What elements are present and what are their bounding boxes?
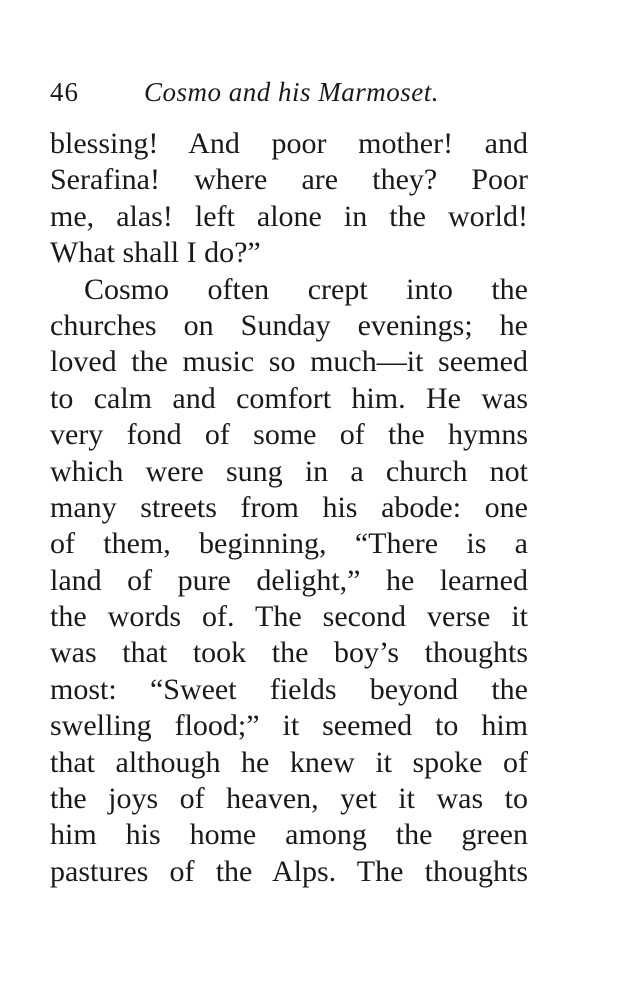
text-line: him his home among the green: [50, 818, 528, 852]
text-line: of them, beginning, “There is a: [50, 527, 528, 561]
text-line: blessing! And poor mother! and: [50, 127, 528, 160]
text-line: What shall I do?”: [50, 236, 261, 270]
text-line: was that took the boy’s thoughts: [50, 636, 528, 670]
page-number: 46: [50, 77, 79, 107]
running-title: Cosmo and his Marmoset.: [144, 77, 440, 107]
text-line: land of pure delight,” he learned: [50, 563, 528, 597]
body-text: [50, 126, 528, 890]
text-line: me, alas! left alone in the world!: [50, 199, 528, 233]
text-line: to calm and comfort him. He was: [50, 381, 528, 415]
page-header: [50, 74, 530, 110]
text-line: the words of. The second verse it: [50, 600, 528, 634]
text-line: loved the music so much—it seemed: [50, 345, 528, 379]
text-line: the joys of heaven, yet it was to: [50, 782, 528, 816]
text-line: churches on Sunday evenings; he: [50, 308, 528, 342]
text-line: very fond of some of the hymns: [50, 418, 528, 452]
text-line: that although he knew it spoke of: [50, 745, 528, 779]
text-line: most: “Sweet fields beyond the: [50, 672, 528, 706]
text-line: pastures of the Alps. The thoughts: [50, 854, 528, 888]
text-line: many streets from his abode: one: [50, 490, 528, 524]
text-line: which were sung in a church not: [50, 454, 528, 488]
text-line: Serafina! where are they? Poor: [50, 163, 528, 197]
text-line: swelling flood;” it seemed to him: [50, 709, 528, 743]
text-line: Cosmo often crept into the: [84, 272, 528, 306]
